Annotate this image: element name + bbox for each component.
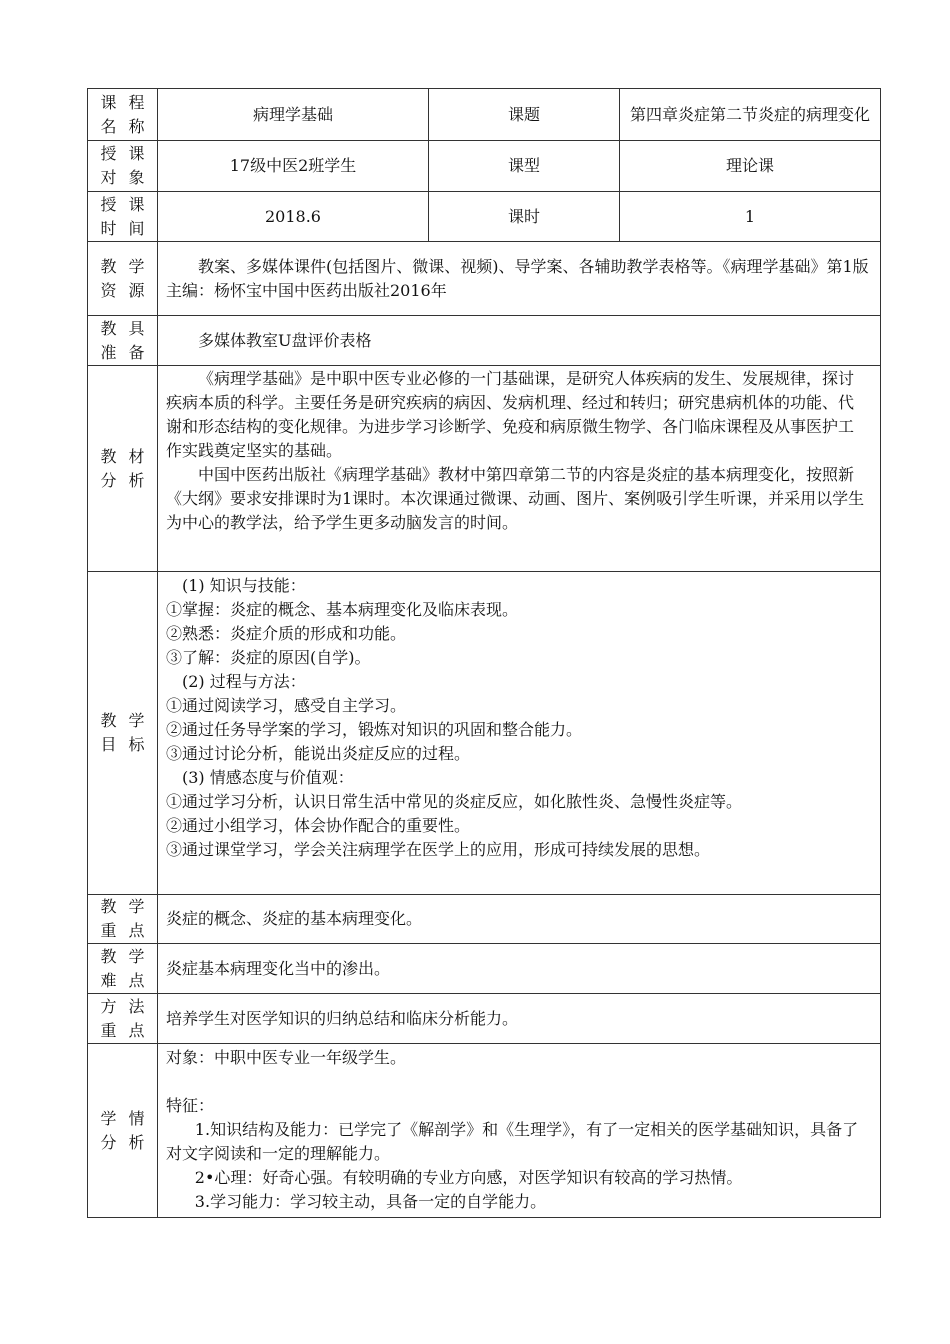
row-time <box>88 192 881 242</box>
goal-line: ②通过小组学习，体会协作配合的重要性。 <box>166 816 471 835</box>
key-points-text: 炎症的概念、炎症的基本病理变化。 <box>158 895 881 944</box>
tools-text: 多媒体教室U盘评价表格 <box>158 316 881 366</box>
goal-line: ③了解：炎症的原因(自学)。 <box>166 648 371 667</box>
audience-value: 17级中医2班学生 <box>158 141 429 192</box>
type-value: 理论课 <box>620 141 881 192</box>
students-label: 学情分析 <box>88 1044 158 1218</box>
row-goals <box>88 572 881 895</box>
analysis-paragraph-2: 中国中医药出版社《病理学基础》教材中第四章第二节的内容是炎症的基本病理变化，按照新《大纲》要求安排课时为1课时。本次课通过微课、动画、图片、案例吸引学生听课，并采用以学生为中心的教学法，给予学生更多动脑发言的时间。 <box>166 465 865 532</box>
analysis-text <box>158 366 881 572</box>
topic-label: 课题 <box>429 89 620 141</box>
row-difficulties <box>88 944 881 994</box>
audience-label: 授课对象 <box>88 141 158 192</box>
row-resources <box>88 242 881 316</box>
topic-value: 第四章炎症第二节炎症的病理变化 <box>620 89 881 141</box>
row-course <box>88 89 881 141</box>
tools-label: 教具准备 <box>88 316 158 366</box>
students-target: 对象：中职中医专业一年级学生。 <box>166 1048 407 1067</box>
hours-value: 1 <box>620 192 881 242</box>
goal-line: ②熟悉：炎症介质的形成和功能。 <box>166 624 407 643</box>
goal-line: ①通过阅读学习，感受自主学习。 <box>166 696 407 715</box>
analysis-label: 教材分析 <box>88 366 158 572</box>
students-features-label: 特征： <box>166 1096 215 1115</box>
method-label: 方法重点 <box>88 994 158 1044</box>
goal-line: ①通过学习分析，认识日常生活中常见的炎症反应，如化脓性炎、急慢性炎症等。 <box>166 792 743 811</box>
goals-text <box>158 572 881 895</box>
row-tools <box>88 316 881 366</box>
goal-line: ③通过讨论分析，能说出炎症反应的过程。 <box>166 744 471 763</box>
analysis-paragraph-1: 《病理学基础》是中职中医专业必修的一门基础课，是研究人体疾病的发生、发展规律，探讨疾病本质的科学。主要任务是研究疾病的病因、发病机理、经过和转归；研究患病机体的功能、代谢和形态结构的变化规律。为进步学习诊断学、免疫和病原微生物学、各门临床课程及从事医护工作实践奠定坚实的基础。 <box>166 369 855 460</box>
row-analysis <box>88 366 881 572</box>
row-method <box>88 994 881 1044</box>
students-feature-item: 1.知识结构及能力：已学完了《解剖学》和《生理学》，有了一定相关的医学基础知识，具备了对文字阅读和一定的理解能力。 <box>166 1120 859 1163</box>
difficulties-text: 炎症基本病理变化当中的渗出。 <box>158 944 881 994</box>
time-label: 授课时间 <box>88 192 158 242</box>
goal-line: ①掌握：炎症的概念、基本病理变化及临床表现。 <box>166 600 519 619</box>
blank-line <box>166 1070 872 1094</box>
resources-label: 教学资源 <box>88 242 158 316</box>
students-text <box>158 1044 881 1218</box>
row-audience <box>88 141 881 192</box>
hours-label: 课时 <box>429 192 620 242</box>
difficulties-label: 教学难点 <box>88 944 158 994</box>
resources-text: 教案、多媒体课件(包括图片、微课、视频)、导学案、各辅助教学表格等。《病理学基础》第1版主编：杨怀宝中国中医药出版社2016年 <box>158 242 881 316</box>
type-label: 课型 <box>429 141 620 192</box>
students-feature-item: 3.学习能力：学习较主动，具备一定的自学能力。 <box>194 1192 547 1211</box>
goal-line: (3) 情感态度与价值观： <box>182 768 354 787</box>
key-points-label: 教学重点 <box>88 895 158 944</box>
course-name-label: 课程名称 <box>88 89 158 141</box>
lesson-plan-table <box>87 88 881 1218</box>
students-feature-item: 2•心理：好奇心强。有较明确的专业方向感，对医学知识有较高的学习热情。 <box>194 1168 743 1187</box>
row-key-points <box>88 895 881 944</box>
goal-line: ②通过任务导学案的学习，锻炼对知识的巩固和整合能力。 <box>166 720 583 739</box>
goal-line: (1) 知识与技能： <box>182 576 306 595</box>
method-text: 培养学生对医学知识的归纳总结和临床分析能力。 <box>158 994 881 1044</box>
goal-line: ③通过课堂学习，学会关注病理学在医学上的应用，形成可持续发展的思想。 <box>166 840 711 859</box>
goal-line: (2) 过程与方法： <box>182 672 306 691</box>
row-students <box>88 1044 881 1218</box>
goals-label: 教学目标 <box>88 572 158 895</box>
time-value: 2018.6 <box>158 192 429 242</box>
course-name-value: 病理学基础 <box>158 89 429 141</box>
